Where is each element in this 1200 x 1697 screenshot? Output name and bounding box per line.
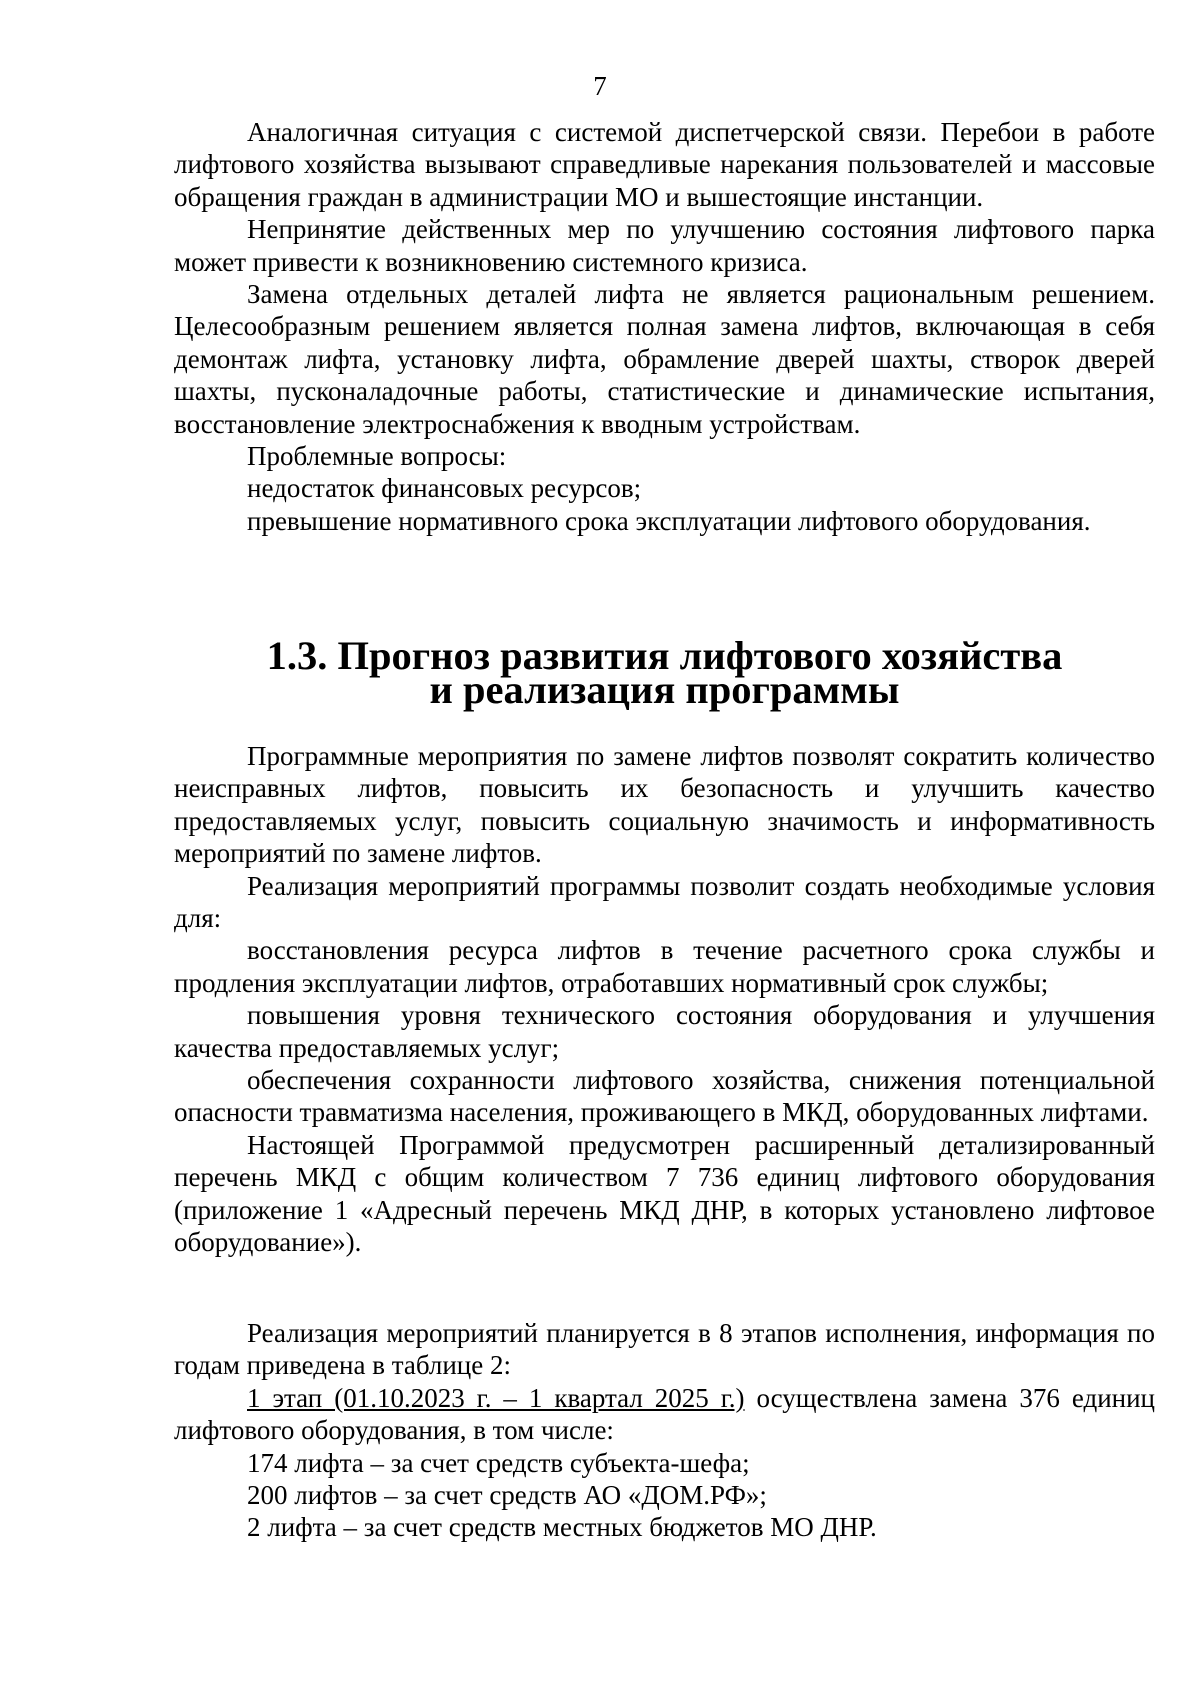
list-item-technical-condition: повышения уровня технического состояния оборудования и улучшения качества предоставляемых услуг; (174, 1000, 1155, 1063)
intro-text-block (174, 116, 1155, 537)
paragraph-systemic-crisis: Непринятие действенных мер по улучшению состояния лифтового парка может привести к возникновению системного кризиса. (174, 214, 1155, 277)
list-item-local-budget-funded: 2 лифта – за счет средств местных бюджетов МО ДНР. (247, 1512, 877, 1543)
forecast-text-block (174, 740, 1155, 1259)
stage-1-period: 1 этап (01.10.2023 г. – 1 квартал 2025 г.) (247, 1382, 745, 1413)
list-item-domrf-funded: 200 лифтов – за счет средств АО «ДОМ.РФ»; (247, 1480, 767, 1511)
paragraph-dispatch-communication: Аналогичная ситуация с системой диспетчерской связи. Перебои в работе лифтового хозяйства вызывают справедливые нарекания пользователей и массовые обращения граждан в администрации МО и вышестоящие инстанции. (174, 117, 1155, 212)
list-item-resource-restoration: восстановления ресурса лифтов в течение расчетного срока службы и продления эксплуатации лифтов, отработавших нормативный срок службы; (174, 935, 1155, 998)
paragraph-eight-stages: Реализация мероприятий планируется в 8 этапов исполнения, информация по годам приведена в таблице 2: (174, 1318, 1155, 1381)
paragraph-problem-issues: Проблемные вопросы: (247, 441, 507, 472)
section-heading (174, 633, 1155, 712)
stages-text-block (174, 1317, 1155, 1544)
paragraph-address-list: Настоящей Программой предусмотрен расширенный детализированный перечень МКД с общим количеством 7 736 единиц лифтового оборудования (приложение 1 «Адресный перечень МКД ДНР, в которых установлено лифтовое оборудование»). (174, 1129, 1155, 1258)
list-item-service-life-exceeded: превышение нормативного срока эксплуатации лифтового оборудования. (247, 505, 1091, 536)
paragraph-conditions-intro: Реализация мероприятий программы позволит создать необходимые условия для: (174, 870, 1155, 934)
section-heading-line-1: 1.3. Прогноз развития лифтового хозяйства (266, 633, 1063, 678)
list-item-sponsor-funded: 174 лифта – за счет средств субъекта-шефа; (247, 1447, 750, 1478)
page-number: 7 (593, 71, 607, 101)
paragraph-stage-1 (174, 1382, 1155, 1447)
section-heading-line-2: и реализация программы (429, 667, 900, 712)
list-item-safety: обеспечения сохранности лифтового хозяйства, снижения потенциальной опасности травматизма населения, проживающего в МКД, оборудованных лифтами. (174, 1065, 1155, 1128)
list-item-financial-resources: недостаток финансовых ресурсов; (247, 473, 642, 504)
paragraph-program-measures: Программные мероприятия по замене лифтов позволят сократить количество неисправных лифтов, повысить их безопасность и улучшить качество предоставляемых услуг, повысить социальную значимость и информативность мероприятий по замене лифтов. (174, 741, 1155, 869)
paragraph-full-replacement: Замена отдельных деталей лифта не является рациональным решением. Целесообразным решением является полная замена лифтов, включающая в себя демонтаж лифта, установку лифта, обрамление дверей шахты, створок дверей шахты, пусконаладочные работы, статистические и динамические испытания, восстановление электроснабжения к вводным устройствам. (174, 279, 1155, 439)
stage-1-description: осуществлена замена 376 единиц лифтового оборудования, в том числе: (174, 1382, 1155, 1446)
